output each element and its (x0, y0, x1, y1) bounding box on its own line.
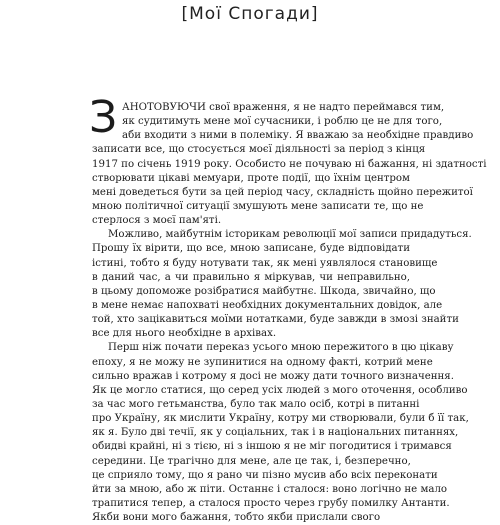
text-line: АНОТОВУЮЧИ свої враження, я не надто переймався тим, (122, 102, 445, 113)
drop-cap: З (89, 92, 118, 143)
text-line: створювати цікаві мемуари, проте події, що їхнім центром (92, 172, 410, 184)
text-line: про Україну, як мислити Україну, котру ми створювали, були б її так, (92, 413, 469, 425)
text-line: той, хто зацікавиться моїми нотатками, буде завжди в змозі знайти (92, 314, 459, 326)
text-line: середини. Це трагічно для мене, але це так, і, безперечно, (92, 455, 411, 467)
text-line: Можливо, майбутнім історикам революції мої записи придадуться. (108, 229, 472, 241)
text-line: Як це могло статися, що серед усіх людей з мого оточення, особливо (92, 384, 468, 396)
text-line: в даний час, а чи правильно я міркував, чи неправильно, (92, 271, 410, 283)
body-text (92, 101, 487, 525)
text-line: обидві крайні, ні з тією, ні з іншою я не міг погодитися і тримався (92, 441, 452, 453)
text-line: 1917 по січень 1919 року. Особисто не почуваю ні бажання, ні здатності (92, 158, 487, 170)
text-line: в мене немає напохваті необхідних документальних довідок, але (92, 299, 443, 311)
text-line: аби входити з ними в полеміку. Я вважаю за необхідне правдиво (122, 130, 474, 142)
text-line: Якби вони мого бажання, тобто якби прислали свого (92, 512, 381, 524)
text-line: істині, тобто я буду нотувати так, як мені уявлялося становище (92, 257, 438, 269)
text-line: йти за мною, або ж піти. Останнє і сталося: воно логічно не мало (92, 483, 448, 495)
text-line: Перш ніж почати переказ усього мною пережитого в цю цікаву (108, 342, 454, 354)
text-line: мною політичної ситуації змушують мене записати те, що не (92, 200, 424, 212)
text-line: епоху, я не можу не зупинитися на одному факті, котрий мене (92, 356, 433, 368)
text-line: записати все, що стосується моєї діяльності за період з кінця (92, 144, 426, 156)
text-line: трапитися тепер, а сталося просто через грубу помилку Антанти. (92, 497, 450, 509)
text-line: як судитимуть мене мої сучасники, і роблю це не для того, (122, 116, 443, 128)
text-line: сильно вражав і котрому я досі не можу дати точного визначення. (92, 370, 454, 382)
text-line: в цьому допоможе розібратися майбутнє. Шкода, звичайно, що (92, 285, 436, 297)
text-line: Прошу їх вірити, що все, мною записане, буде відповідати (92, 243, 410, 255)
text-line: як я. Було дві течії, як у соціальних, так і в національних питаннях, (92, 427, 459, 439)
text-line: все для нього необхідне в архівах. (92, 328, 277, 340)
text-line: мені доведеться бути за цей період часу, складність щойно пережитої (92, 186, 473, 198)
text-line: стерлося з моєї пам'яті. (92, 215, 222, 227)
text-line: за час мого гетьманства, було так мало осіб, котрі в питанні (92, 398, 420, 410)
page-header: [Мої Спогади] (181, 4, 319, 24)
text-line: це сприяло тому, що я рано чи пізно мусив або всіх переконати (92, 469, 438, 481)
